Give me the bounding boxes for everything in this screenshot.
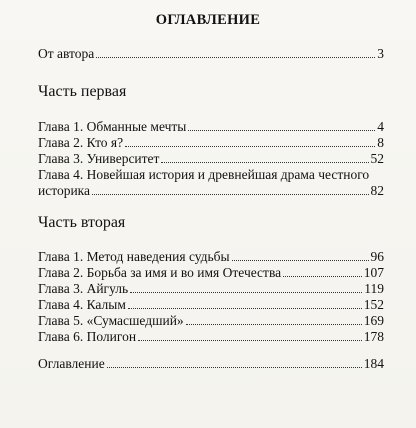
toc-entry-part1-ch4-line1[interactable]: Глава 4. Новейшая история и древнейшая драма честного — [38, 167, 370, 182]
dot-leader — [125, 146, 375, 147]
dot-leader — [283, 276, 362, 277]
toc-entry-label: Глава 2. Борьба за имя и во имя Отечества — [38, 265, 282, 280]
toc-entry-part2-ch6[interactable] — [38, 329, 384, 345]
toc-entry-label: историка — [38, 183, 91, 198]
dot-leader — [232, 260, 369, 261]
toc-entry-label: Глава 3. Айгуль — [38, 281, 129, 296]
toc-entry-part2-ch1[interactable] — [38, 249, 384, 265]
toc-entry-label: Глава 5. «Сумасшедший» — [38, 313, 184, 328]
toc-entry-label: Глава 1. Обманные мечты — [38, 119, 187, 134]
toc-entry-label: Глава 2. Кто я? — [38, 135, 124, 150]
toc-page-number: 3 — [377, 46, 384, 61]
toc-page-number: 4 — [377, 119, 384, 134]
dot-leader — [186, 324, 362, 325]
toc-entry-contents[interactable] — [38, 356, 384, 372]
dot-leader — [188, 130, 375, 131]
toc-entry-label: От автора — [38, 46, 95, 61]
toc-entry-part2-ch5[interactable] — [38, 313, 384, 329]
dot-leader — [128, 308, 362, 309]
toc-entry-label: Оглавление — [38, 356, 105, 371]
part-two-heading: Часть вторая — [38, 214, 126, 231]
dot-leader — [161, 162, 368, 163]
dot-leader — [107, 367, 362, 368]
toc-page-number: 8 — [377, 135, 384, 150]
toc-entry-label: Глава 3. Университет — [38, 151, 160, 166]
toc-entry-part1-ch1[interactable] — [38, 119, 384, 135]
toc-entry-part1-ch4[interactable] — [38, 183, 384, 199]
toc-page-number: 52 — [370, 151, 384, 166]
toc-page-number: 107 — [363, 265, 384, 280]
dot-leader — [92, 194, 368, 195]
dot-leader — [138, 340, 362, 341]
toc-entry-label: Глава 4. Калым — [38, 297, 126, 312]
toc-entry-part2-ch2[interactable] — [38, 265, 384, 281]
toc-page-number: 178 — [363, 329, 384, 344]
toc-page-number: 152 — [363, 297, 384, 312]
toc-entry-part2-ch3[interactable] — [38, 281, 384, 297]
toc-page-number: 169 — [363, 313, 384, 328]
toc-entry-part1-ch3[interactable] — [38, 151, 384, 167]
toc-entry-label: Глава 1. Метод наведения судьбы — [38, 249, 230, 264]
toc-entry-part2-ch4[interactable] — [38, 297, 384, 313]
dot-leader — [96, 57, 375, 58]
toc-entry-intro[interactable] — [38, 46, 384, 62]
part-one-heading: Часть первая — [38, 83, 127, 100]
dot-leader — [130, 292, 362, 293]
toc-page-number: 82 — [370, 183, 384, 198]
toc-entry-label: Глава 6. Полигон — [38, 329, 137, 344]
toc-page-number: 96 — [370, 249, 384, 264]
toc-page-number: 119 — [364, 281, 384, 296]
page-title: ОГЛАВЛЕНИЕ — [155, 12, 261, 28]
toc-entry-part1-ch2[interactable] — [38, 135, 384, 151]
toc-page-number: 184 — [363, 356, 384, 371]
